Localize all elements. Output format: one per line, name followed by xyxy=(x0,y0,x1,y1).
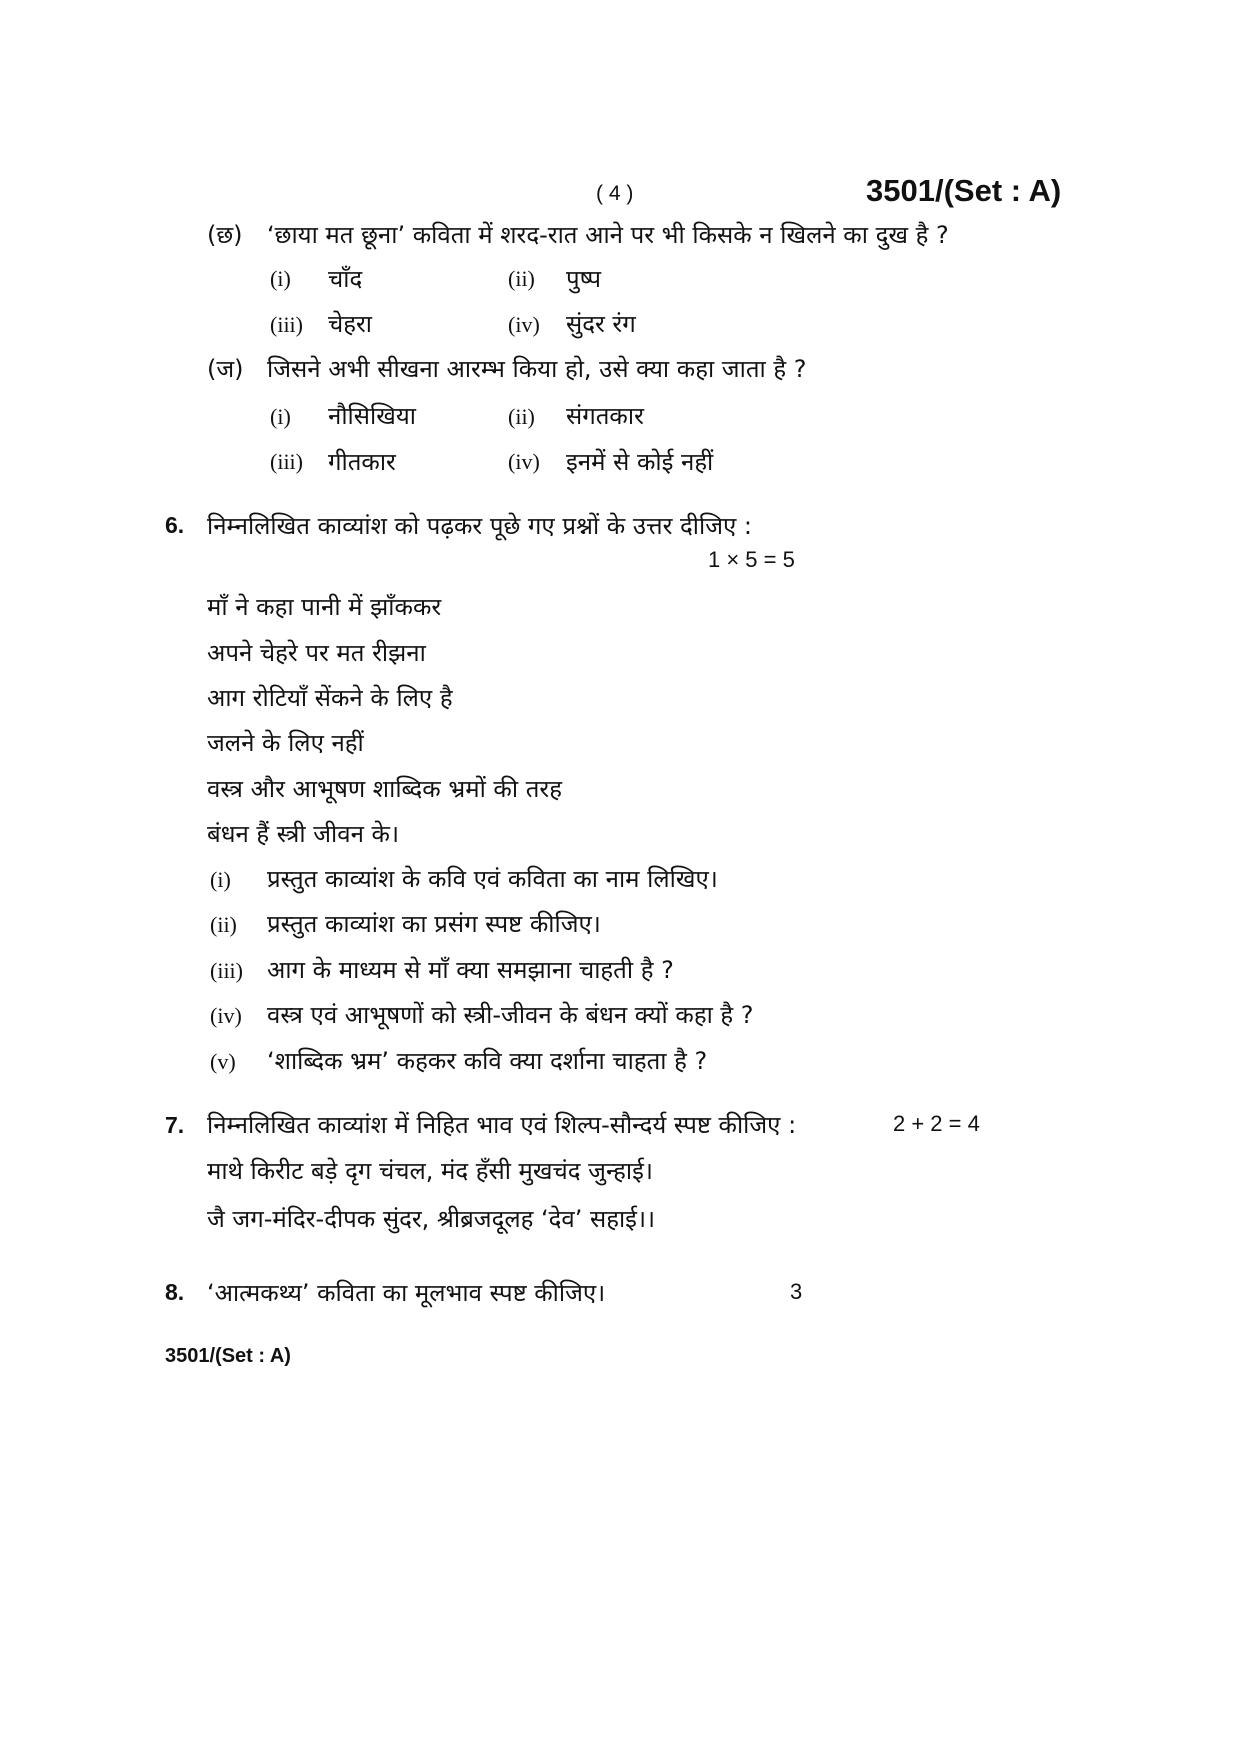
subquestion-number: (ii) xyxy=(210,912,237,937)
marks: 1 × 5 = 5 xyxy=(708,547,795,572)
set-code-header: 3501/(Set : A) xyxy=(866,173,1062,208)
marks: 2 + 2 = 4 xyxy=(893,1111,980,1136)
option-text: सुंदर रंग xyxy=(566,310,636,338)
option-text: पुष्प xyxy=(566,265,601,293)
subquestion-number: (i) xyxy=(210,867,231,892)
poem-line: बंधन हैं स्त्री जीवन के। xyxy=(207,820,400,848)
poem-line: जलने के लिए नहीं xyxy=(207,729,364,757)
option-text: नौसिखिया xyxy=(328,402,416,430)
option-number: (ii) xyxy=(508,266,535,291)
subquestion-number: (iii) xyxy=(210,958,243,983)
option-number: (iv) xyxy=(508,312,540,337)
option-number: (iii) xyxy=(270,312,303,337)
poem-line: जै जग-मंदिर-दीपक सुंदर, श्रीब्रजदूलह ‘देव’ सहाई।। xyxy=(207,1205,656,1233)
option-text: गीतकार xyxy=(328,448,396,476)
poem-line: माँ ने कहा पानी में झाँककर xyxy=(207,593,442,621)
question-text: ‘आत्मकथ्य’ कविता का मूलभाव स्पष्ट कीजिए। xyxy=(207,1279,606,1307)
subquestion-text: आग के माध्यम से माँ क्या समझाना चाहती है ? xyxy=(267,956,674,984)
question-label: (ज) xyxy=(207,355,244,383)
option-number: (iv) xyxy=(508,449,540,474)
option-number: (ii) xyxy=(508,404,535,429)
subquestion-number: (iv) xyxy=(210,1003,242,1028)
poem-line: अपने चेहरे पर मत रीझना xyxy=(207,639,426,667)
option-text: चेहरा xyxy=(328,310,373,338)
question-number: 7. xyxy=(165,1112,185,1138)
question-text: जिसने अभी सीखना आरम्भ किया हो, उसे क्या कहा जाता है ? xyxy=(267,355,807,383)
subquestion-text: वस्त्र एवं आभूषणों को स्त्री-जीवन के बंधन क्यों कहा है ? xyxy=(267,1001,754,1029)
question-number: 6. xyxy=(165,512,185,538)
subquestion-text: प्रस्तुत काव्यांश के कवि एवं कविता का नाम लिखिए। xyxy=(267,865,718,893)
poem-line: वस्त्र और आभूषण शाब्दिक भ्रमों की तरह xyxy=(207,775,562,803)
question-text: निम्नलिखित काव्यांश में निहित भाव एवं शिल्प-सौन्दर्य स्पष्ट कीजिए : xyxy=(207,1111,797,1139)
subquestion-number: (v) xyxy=(210,1049,236,1074)
page-number: ( 4 ) xyxy=(596,182,634,205)
question-label: (छ) xyxy=(207,221,243,249)
option-number: (i) xyxy=(270,404,291,429)
option-number: (i) xyxy=(270,266,291,291)
question-text: निम्नलिखित काव्यांश को पढ़कर पूछे गए प्रश्नों के उत्तर दीजिए : xyxy=(207,512,753,540)
question-number: 8. xyxy=(165,1279,185,1305)
option-text: चाँद xyxy=(328,265,363,293)
poem-line: आग रोटियाँ सेंकने के लिए है xyxy=(207,684,453,712)
option-text: इनमें से कोई नहीं xyxy=(566,448,714,476)
set-code-footer: 3501/(Set : A) xyxy=(165,1345,291,1367)
subquestion-text: ‘शाब्दिक भ्रम’ कहकर कवि क्या दर्शाना चाहता है ? xyxy=(267,1047,708,1075)
question-text: ‘छाया मत छूना’ कविता में शरद-रात आने पर भी किसके न खिलने का दुख है ? xyxy=(267,221,949,249)
marks: 3 xyxy=(790,1279,803,1304)
poem-line: माथे किरीट बड़े दृग चंचल, मंद हँसी मुखचंद जुन्हाई। xyxy=(207,1157,653,1185)
option-number: (iii) xyxy=(270,449,303,474)
subquestion-text: प्रस्तुत काव्यांश का प्रसंग स्पष्ट कीजिए। xyxy=(267,910,601,938)
option-text: संगतकार xyxy=(566,402,644,430)
